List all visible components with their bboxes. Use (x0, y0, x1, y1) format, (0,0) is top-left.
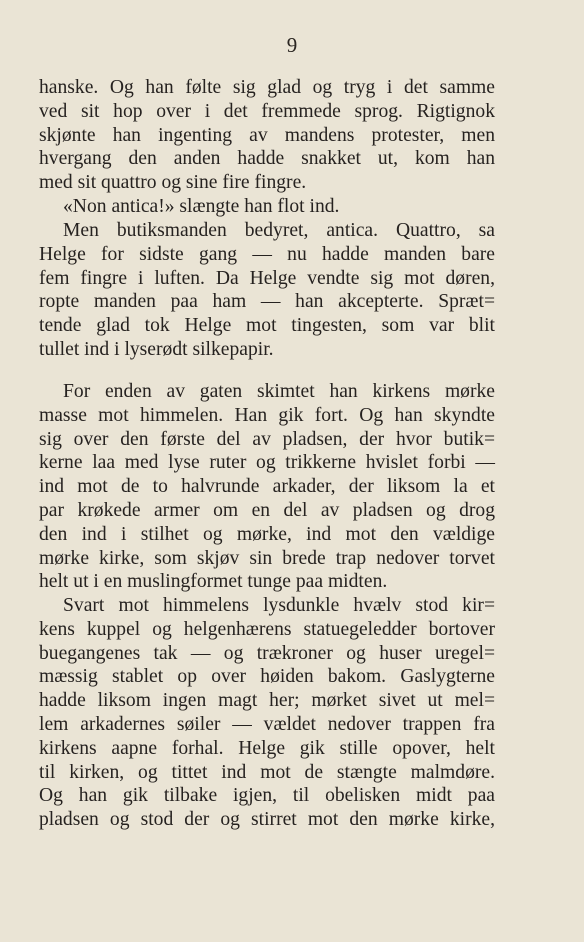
text-line: ved sit hop over i det fremmede sprog. Rigtignok (39, 100, 495, 122)
text-line: «Non antica!» slængte han flot ind. (63, 196, 340, 217)
text-line: hanske. Og han følte sig glad og tryg i det samme (39, 77, 495, 98)
page-number: 9 (286, 33, 298, 57)
text-line: kens kuppel og helgenhærens statuegeledder bortover (39, 618, 495, 640)
text-line: masse mot himmelen. Han gik fort. Og han skyndte (39, 404, 495, 426)
text-line: par krøkede armer om en del av pladsen og drog (39, 499, 495, 521)
text-line: hadde liksom ingen magt her; mørket sivet ut mel= (39, 690, 495, 712)
paragraph-4 (39, 380, 495, 594)
text-line: Svart mot himmelens lysdunkle hvælv stod kir= (63, 595, 495, 616)
text-line: Men butiksmanden bedyret, antica. Quattro, sa (63, 220, 495, 241)
paragraph-2 (39, 195, 495, 219)
text-line: med sit quattro og sine fire fingre. (39, 172, 307, 194)
text-line: lem arkadernes søiler — vældet nedover trappen fra (39, 713, 495, 735)
text-line: Helge for sidste gang — nu hadde manden bare (39, 243, 495, 265)
text-line: tullet ind i lyserødt silkepapir. (39, 338, 274, 360)
paragraph-5 (39, 594, 495, 832)
paragraph-1 (39, 76, 495, 195)
text-line: mørke kirke, som skjøv sin brede trap nedover torvet (39, 547, 495, 569)
text-line: pladsen og stod der og stirret mot den mørke kirke, (39, 809, 495, 831)
text-line: fem fingre i luften. Da Helge vendte sig mot døren, (39, 267, 495, 289)
text-line: kerne laa med lyse ruter og trikkerne hvislet forbi — (39, 452, 495, 474)
text-line: tende glad tok Helge mot tingesten, som var blit (39, 315, 495, 337)
text-line: ind mot de to halvrunde arkader, der liksom la et (39, 476, 495, 498)
text-line: Og han gik tilbake igjen, til obelisken midt paa (39, 785, 495, 807)
text-line: mæssig stablet op over høiden bakom. Gaslygterne (39, 666, 495, 688)
text-line: buegangenes tak — og trækroner og huser uregel= (39, 642, 495, 664)
text-line: kirkens aapne forhal. Helge gik stille opover, helt (39, 737, 495, 759)
paragraph-3 (39, 219, 495, 362)
text-line: skjønte han ingenting av mandens protester, men (39, 124, 495, 146)
text-line: den ind i stilhet og mørke, ind mot den vældige (39, 523, 495, 545)
text-line: For enden av gaten skimtet han kirkens mørke (63, 381, 495, 402)
text-line: sig over den første del av pladsen, der hvor butik= (39, 428, 495, 450)
text-line: til kirken, og tittet ind mot de stængte malmdøre. (39, 761, 495, 783)
text-line: helt ut i en muslingformet tunge paa midten. (39, 571, 388, 593)
text-line: hvergang den anden hadde snakket ut, kom han (39, 148, 495, 170)
text-line: ropte manden paa ham — han akcepterte. Spræt= (39, 291, 495, 313)
